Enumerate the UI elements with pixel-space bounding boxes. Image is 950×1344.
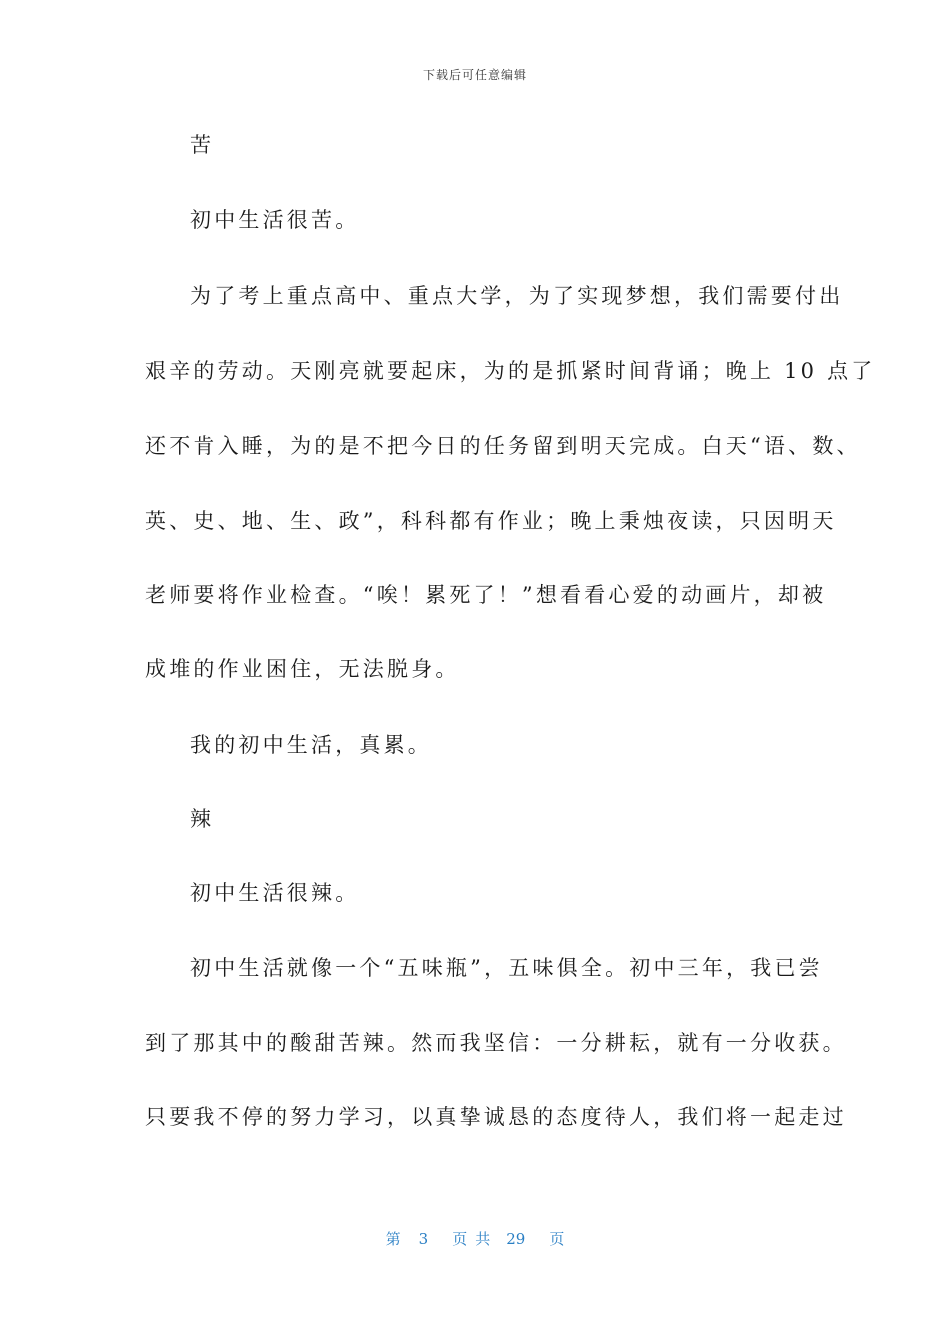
paragraph-line: 英、史、地、生、政”，科科都有作业；晚上秉烛夜读，只因明天 [145,509,837,533]
paragraph-line-heading-ku: 苦 [190,133,215,157]
footer-total-word: 共 [475,1230,491,1248]
page-footer [0,1228,950,1249]
footer-current-page: 3 [418,1230,429,1248]
header-note: 下载后可任意编辑 [422,68,527,82]
paragraph-line: 还不肯入睡，为的是不把今日的任务留到明天完成。白天“语、数、 [145,434,861,458]
paragraph-line: 老师要将作业检查。“唉！累死了！”想看看心爱的动画片，却被 [145,583,827,607]
paragraph-line: 初中生活很苦。 [190,208,360,232]
paragraph-line: 初中生活就像一个“五味瓶”，五味俱全。初中三年，我已尝 [190,956,823,980]
paragraph-line-heading-la: 辣 [190,807,215,831]
paragraph-line: 只要我不停的努力学习，以真挚诚恳的态度待人，我们将一起走过 [145,1105,847,1129]
paragraph-line: 我的初中生活，真累。 [190,733,432,757]
footer-total-pages: 29 [506,1230,526,1248]
footer-suffix: 页 [549,1230,565,1248]
paragraph-line: 初中生活很辣。 [190,881,360,905]
paragraph-line: 到了那其中的酸甜苦辣。然而我坚信：一分耕耘，就有一分收获。 [145,1031,847,1055]
paragraph-line: 成堆的作业困住，无法脱身。 [145,657,460,681]
paragraph-line: 为了考上重点高中、重点大学，为了实现梦想，我们需要付出 [190,284,844,308]
footer-page-word: 页 [452,1230,468,1248]
paragraph-line: 艰辛的劳动。天刚亮就要起床，为的是抓紧时间背诵；晚上 10 点了 [145,359,876,383]
footer-prefix: 第 [385,1230,401,1248]
